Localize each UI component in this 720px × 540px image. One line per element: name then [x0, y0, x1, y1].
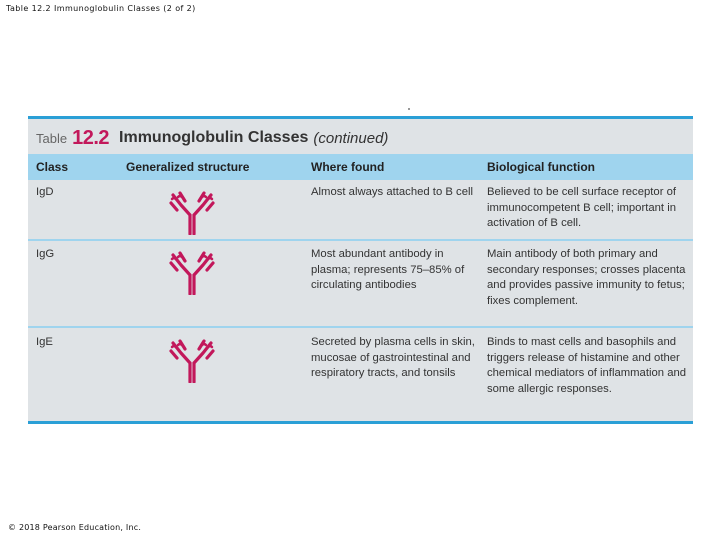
table-title: Immunoglobulin Classes — [119, 129, 309, 146]
cell-class: IgD — [36, 186, 54, 198]
monomer-antibody-icon — [166, 189, 218, 235]
cell-class: IgE — [36, 336, 53, 348]
row-divider — [28, 326, 693, 328]
cell-where-found: Almost always attached to B cell — [311, 186, 473, 198]
table-label-number: 12.2 — [72, 126, 110, 149]
table-caption — [28, 123, 693, 153]
header-generalized-structure: Generalized structure — [126, 160, 250, 174]
stray-dot — [408, 108, 410, 110]
cell-biological-function: Binds to mast cells and basophils and triggers release of histamine and other chemical mediators of inflammation and some allergic responses. — [487, 336, 687, 395]
table-row-ige — [28, 333, 693, 419]
table-title-suffix: (continued) — [313, 129, 389, 147]
copyright-notice: © 2018 Pearson Education, Inc. — [8, 523, 142, 532]
table-header-row — [28, 154, 693, 180]
cell-where-found: Secreted by plasma cells in skin, mucosae of gastrointestinal and respiratory tracts, and tonsils — [311, 336, 475, 379]
cell-class: IgG — [36, 248, 55, 260]
row-divider — [28, 239, 693, 241]
header-where-found: Where found — [311, 160, 385, 174]
cell-biological-function: Main antibody of both primary and secondary responses; crosses placenta and provides passive immunity to fetus; fixes complement. — [487, 248, 686, 307]
header-class: Class — [36, 160, 69, 174]
header-biological-function: Biological function — [487, 160, 595, 174]
table-row-igg — [28, 245, 693, 325]
immunoglobulin-table — [28, 116, 693, 424]
table-label-word: Table — [36, 130, 68, 146]
monomer-antibody-icon — [166, 249, 218, 295]
cell-where-found: Most abundant antibody in plasma; represents 75–85% of circulating antibodies — [311, 248, 465, 291]
slide-title: Table 12.2 Immunoglobulin Classes (2 of 2) — [6, 4, 196, 13]
monomer-antibody-icon — [166, 337, 218, 383]
table-row-igd — [28, 183, 693, 241]
cell-biological-function: Believed to be cell surface receptor of immunocompetent B cell; important in activation of B cell. — [487, 186, 677, 229]
